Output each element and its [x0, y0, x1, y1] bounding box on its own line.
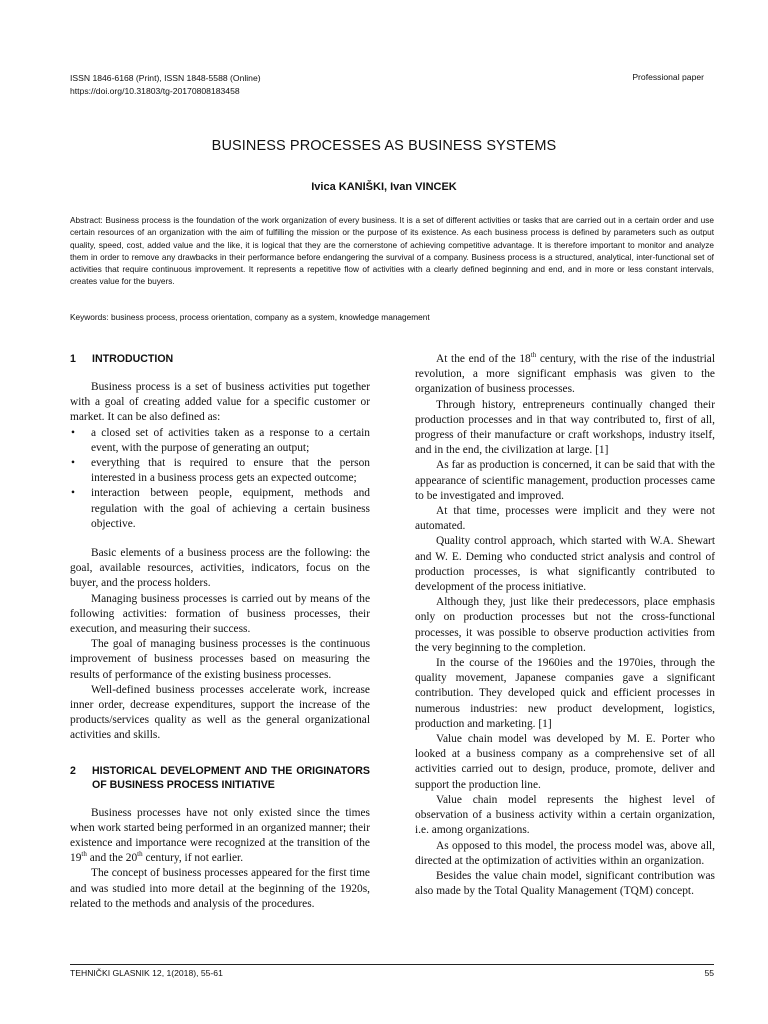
paragraph: Managing business processes is carried out by means of the following activities: formation of business processes, their execution, and measuring their success. [70, 592, 370, 636]
right-column [415, 352, 715, 899]
bullet-item: • interaction between people, equipment, methods and regulation with the goal of achieving a certain business objective. [70, 486, 370, 532]
bullet-item: • a closed set of activities taken as a response to a certain event, with the purpose of generating an output; [70, 426, 370, 456]
abstract-text: Business process is the foundation of the work organization of every business. It is a set of different activities or tasks that are carried out in a certain order and use certain resources of an organization with the aim of fulfilling the mission or the purpose of its existence. As each business process is defined by parameters such as output quality, speed, cost, added value and the like, it is logical that they are the cornerstone of achieving competitive advantage. It is therefore important to monitor and analyze them in order to remove any drawbacks in their performance before endangering the survival of a company. Business process is a structured, analytical, inter-functional set of activities that require continuous improvement. It represents a repetitive flow of activities with a clearly defined beginning and end, and in more or less constant intervals, creates value for the buyers. [70, 215, 714, 287]
paragraph: The goal of managing business processes is the continuous improvement of business processes based on measuring the results of performance of the existing business processes. [70, 638, 370, 681]
paragraph: Although they, just like their predecessors, place emphasis only on production processes but not the cross-functional processes, it was possible to observe production activities from the very beginning to the completion. [415, 596, 715, 654]
section-heading-1: 1 INTRODUCTION [70, 353, 174, 365]
paragraph: The concept of business processes appeared for the first time and was studied into more detail at the beginning of the 1920s, related to the methods and analysis of the procedures. [70, 867, 370, 910]
paragraph: At that time, processes were implicit and they were not automated. [415, 505, 715, 533]
left-column [70, 352, 370, 912]
doi-link[interactable]: https://doi.org/10.31803/tg-20170808183458 [70, 86, 240, 96]
paragraph: Through history, entrepreneurs continually changed their production processes and in that way contributed to, first of all, progress of their manufacture or craft workshops, industry itself, and in the end, the civilization at large. [1] [415, 398, 715, 457]
paper-type: Professional paper [632, 72, 704, 82]
paragraph: Business processes have not only existed since the times when work started being performed in an organized manner; their existence and importance were recognized at the transition of the 19th and the 20th century, if not earlier. [70, 806, 370, 865]
bullet-item: • everything that is required to ensure that the person interested in a business process gets an expected outcome; [70, 456, 370, 486]
paper-title: BUSINESS PROCESSES AS BUSINESS SYSTEMS [211, 138, 557, 154]
paragraph: Well-defined business processes accelerate work, increase inner order, decrease expenditures, support the increase of the products/services quality as well as the general organizational activities and skills. [70, 683, 370, 742]
page-number: 55 [704, 968, 714, 978]
paragraph: In the course of the 1960ies and the 1970ies, through the quality movement, Japanese companies gave a significant contribution. They developed quick and efficient processes in numerous industries: new product development, logistics, production and marketing. [1] [415, 657, 715, 730]
authors: Ivica KANIŠKI, Ivan VINCEK [311, 181, 457, 193]
paragraph: As opposed to this model, the process model was, above all, directed at the optimization of activities within an organization. [415, 839, 715, 867]
paragraph: Besides the value chain model, significant contribution was also made by the Total Quality Management (TQM) concept. [415, 869, 715, 898]
paragraph: As far as production is concerned, it can be said that with the appearance of scientific management, production processes came to be investigated and improved. [415, 459, 715, 502]
header-info [70, 72, 261, 98]
keywords-label: Keywords: [70, 312, 109, 322]
footer-divider [70, 964, 714, 965]
footer-journal: TEHNIČKI GLASNIK 12, 1(2018), 55-61 [70, 968, 223, 978]
paragraph: Value chain model was developed by M. E. Porter who looked at a business company as a comprehensive set of all activities carried out to design, produce, promote, deliver and support the production line. [415, 733, 715, 791]
keywords [70, 312, 714, 322]
abstract [70, 214, 714, 288]
paragraph: Business process is a set of business activities put together with a goal of creating added value for a specific customer or market. It can be also defined as: [70, 381, 370, 424]
bullet-list [70, 426, 370, 532]
paragraph: Value chain model represents the highest level of observation of a business activity within a certain organization, i.e. among organizations. [415, 793, 715, 837]
paragraph: Quality control approach, which started with W.A. Shewart and W. E. Deming who conducted strict analysis and control of production processes, is what significantly contributed to development of the process initiative. [415, 535, 715, 594]
keywords-text: business process, process orientation, company as a system, knowledge management [111, 312, 430, 322]
paragraph: Basic elements of a business process are the following: the goal, available resources, activities, indicators, focus on the buyer, and the process holders. [70, 547, 370, 590]
abstract-label: Abstract: [70, 215, 103, 225]
paragraph: At the end of the 18th century, with the rise of the industrial revolution, a more significant emphasis was given to the organization of business processes. [415, 351, 715, 396]
issn: ISSN 1846-6168 (Print), ISSN 1848-5588 (Online) [70, 73, 261, 83]
section-heading-2: 2 HISTORICAL DEVELOPMENT AND THE ORIGINATORS OF BUSINESS PROCESS INITIATIVE [70, 764, 370, 791]
